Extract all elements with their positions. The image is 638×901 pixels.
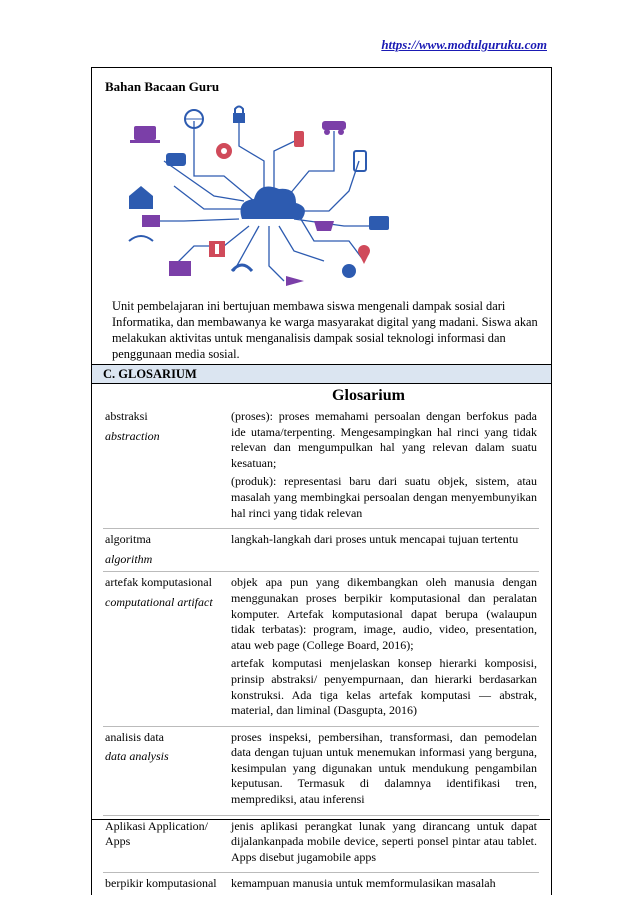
phone-icon	[354, 151, 366, 171]
term-id: analisis data	[105, 729, 164, 744]
page-bottom-rule	[91, 818, 550, 820]
divider	[103, 528, 539, 529]
term-id: artefak komputasional	[105, 575, 212, 590]
definition: jenis aplikasi perangkat lunak yang dirancang untuk dapat dijalankanpada mobile device, seperti ponsel pintar atau tablet. Apps disebut jugamobile apps	[231, 818, 537, 864]
definition: (produk): representasi baru dari suatu objek, sistem, atau masalah yang membingkai persoalan dengan menyembunyikan hal rinci yang tidak relevan	[231, 474, 537, 520]
definition: artefak komputasi menjelaskan konsep hierarki komposisi, prinsip abstraksi/ penyempurnaan, dan hierarki berdasarkan konstruksi. Ada tiga kelas artefak komputasi — abstrak, material, dan liminal (Dasgupta, 2016)	[231, 656, 537, 718]
source-url-link[interactable]: https://www.modulguruku.com	[381, 37, 547, 52]
intro-box	[92, 68, 551, 365]
cart-icon	[314, 221, 334, 231]
glossary-entry	[92, 575, 551, 721]
cloud-icon	[241, 187, 305, 219]
term-en: abstraction	[105, 428, 160, 443]
term-en: computational artifact	[105, 594, 213, 609]
divider	[103, 872, 539, 873]
definition: langkah-langkah dari proses untuk mencapai tujuan tertentu	[231, 532, 519, 547]
glossary-title: Glosarium	[332, 387, 405, 404]
camera-icon	[369, 216, 389, 230]
term-id: Aplikasi Application/ Apps	[105, 818, 208, 849]
bulb-icon	[342, 264, 356, 278]
intro-title: Bahan Bacaan Guru	[105, 79, 220, 94]
wifi-icon	[129, 236, 153, 241]
definition: objek apa pun yang dikembangkan oleh manusia dengan menggunakan proses berpikir komputasional dan peralatan komputer. Artefak komputasional dapat berupa (walaupun tidak terbatas): program, image, audio, video, presentation, atau web page (College Board, 2016);	[231, 575, 537, 652]
watch-icon	[294, 131, 304, 147]
glossary-entry	[92, 532, 551, 567]
glossary-entry	[92, 876, 551, 895]
printer-icon	[142, 215, 160, 227]
laptop-icon	[130, 126, 160, 143]
lock-icon	[233, 107, 245, 124]
gear-icon	[216, 143, 232, 159]
tv-icon	[169, 261, 191, 276]
glossary-entry	[92, 409, 551, 524]
content-frame	[91, 67, 552, 895]
pin-icon	[358, 245, 370, 264]
section-heading: C. GLOSARIUM	[92, 365, 551, 384]
term-id: abstraksi	[105, 409, 148, 423]
definition: kemampuan manusia untuk memformulasikan masalah	[231, 876, 496, 891]
chat-icon	[166, 153, 186, 166]
medical-icon	[209, 241, 225, 257]
glossary-entry	[92, 730, 551, 811]
definition: proses inspeksi, pembersihan, transformasi, dan pemodelan data dengan tujuan untuk menemukan informasi yang berguna, kesimpulan yang digunakan untuk mendukung pengambilan keputusan. Termasuk di dalamnya identifikasi tren, memprediksi, atau inferensi	[231, 729, 537, 807]
divider	[103, 815, 539, 816]
home-icon	[129, 186, 153, 209]
term-id: algoritma	[105, 532, 151, 547]
divider	[103, 726, 539, 727]
glossary-entry	[92, 819, 551, 869]
term-en: algorithm	[105, 551, 153, 566]
definition: (proses): proses memahami persoalan dengan berfokus pada ide utama/terpenting. Mengesampingkan hal rinci yang tidak relevan dan mengumpulkan hal yang relevan dalam suatu kesatuan;	[231, 409, 537, 470]
term-id: berpikir komputasional	[105, 876, 217, 891]
term-en: data analysis	[105, 749, 169, 764]
iot-illustration	[114, 101, 414, 294]
divider	[103, 571, 539, 572]
plane-icon	[286, 276, 304, 286]
intro-paragraph: Unit pembelajaran ini bertujuan membawa siswa mengenali dampak sosial dari Informatika, dan membawanya ke warga masyarakat digital yang madani. Siswa akan melakukan aktivitas untuk menganalisis dampak sosial teknologi informasi dan penggunaan media sosial.	[112, 299, 538, 361]
